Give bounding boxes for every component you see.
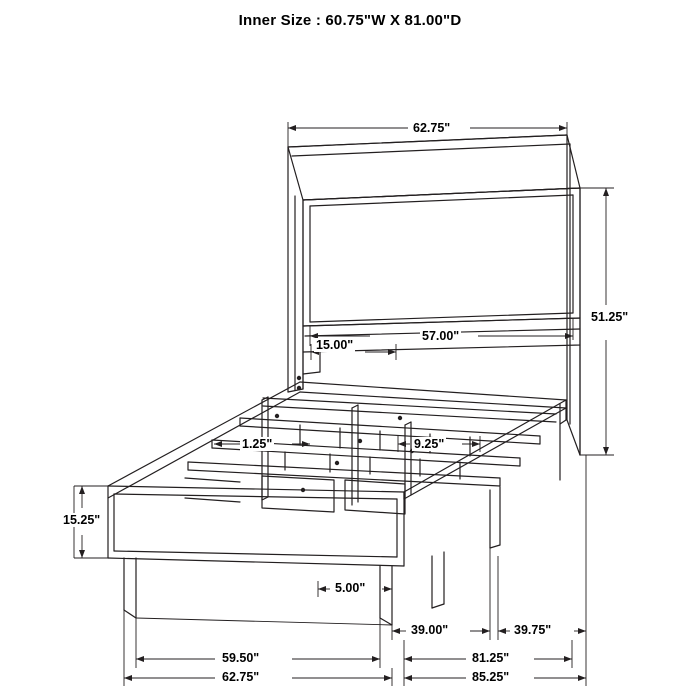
slat-4 [263, 398, 556, 414]
hardware-dot [335, 461, 339, 465]
frame-cavity [262, 476, 334, 512]
dim-label-depth-front: 39.00" [411, 623, 449, 637]
slat-3 [240, 418, 540, 436]
dim-label-slat-width: 9.25" [414, 437, 445, 451]
page-title: Inner Size : 60.75"W X 81.00"D [238, 12, 462, 29]
dim-label-overall-depth-inner: 81.25" [472, 651, 510, 665]
hardware-dot [301, 488, 305, 492]
hardware-dot [358, 439, 362, 443]
hardware-dot [398, 416, 402, 420]
footboard-top-edge [108, 486, 404, 492]
hardware-dot [297, 386, 301, 390]
dim-label-overall-depth: 85.25" [472, 670, 510, 684]
dim-label-overall-width: 62.75" [222, 670, 260, 684]
dim-label-headboard-height: 51.25" [591, 310, 629, 324]
dim-label-clearance: 15.00" [316, 338, 354, 352]
frame-cavity [345, 480, 405, 514]
rear-rail [300, 382, 566, 400]
footboard-bottom-edge [108, 558, 404, 566]
dim-label-footboard-inner: 59.50" [222, 651, 260, 665]
hardware-dot [275, 414, 279, 418]
dim-label-footboard-height: 15.25" [63, 513, 101, 527]
hardware-dot [297, 376, 301, 380]
dim-label-headboard-width: 62.75" [413, 121, 451, 135]
headboard-panel [303, 188, 580, 326]
dim-label-depth-rear: 39.75" [514, 623, 552, 637]
dim-label-leg-height: 5.00" [335, 581, 366, 595]
dim-label-panel-width: 57.00" [422, 329, 460, 343]
dim-label-slat-thickness: 1.25" [242, 437, 273, 451]
